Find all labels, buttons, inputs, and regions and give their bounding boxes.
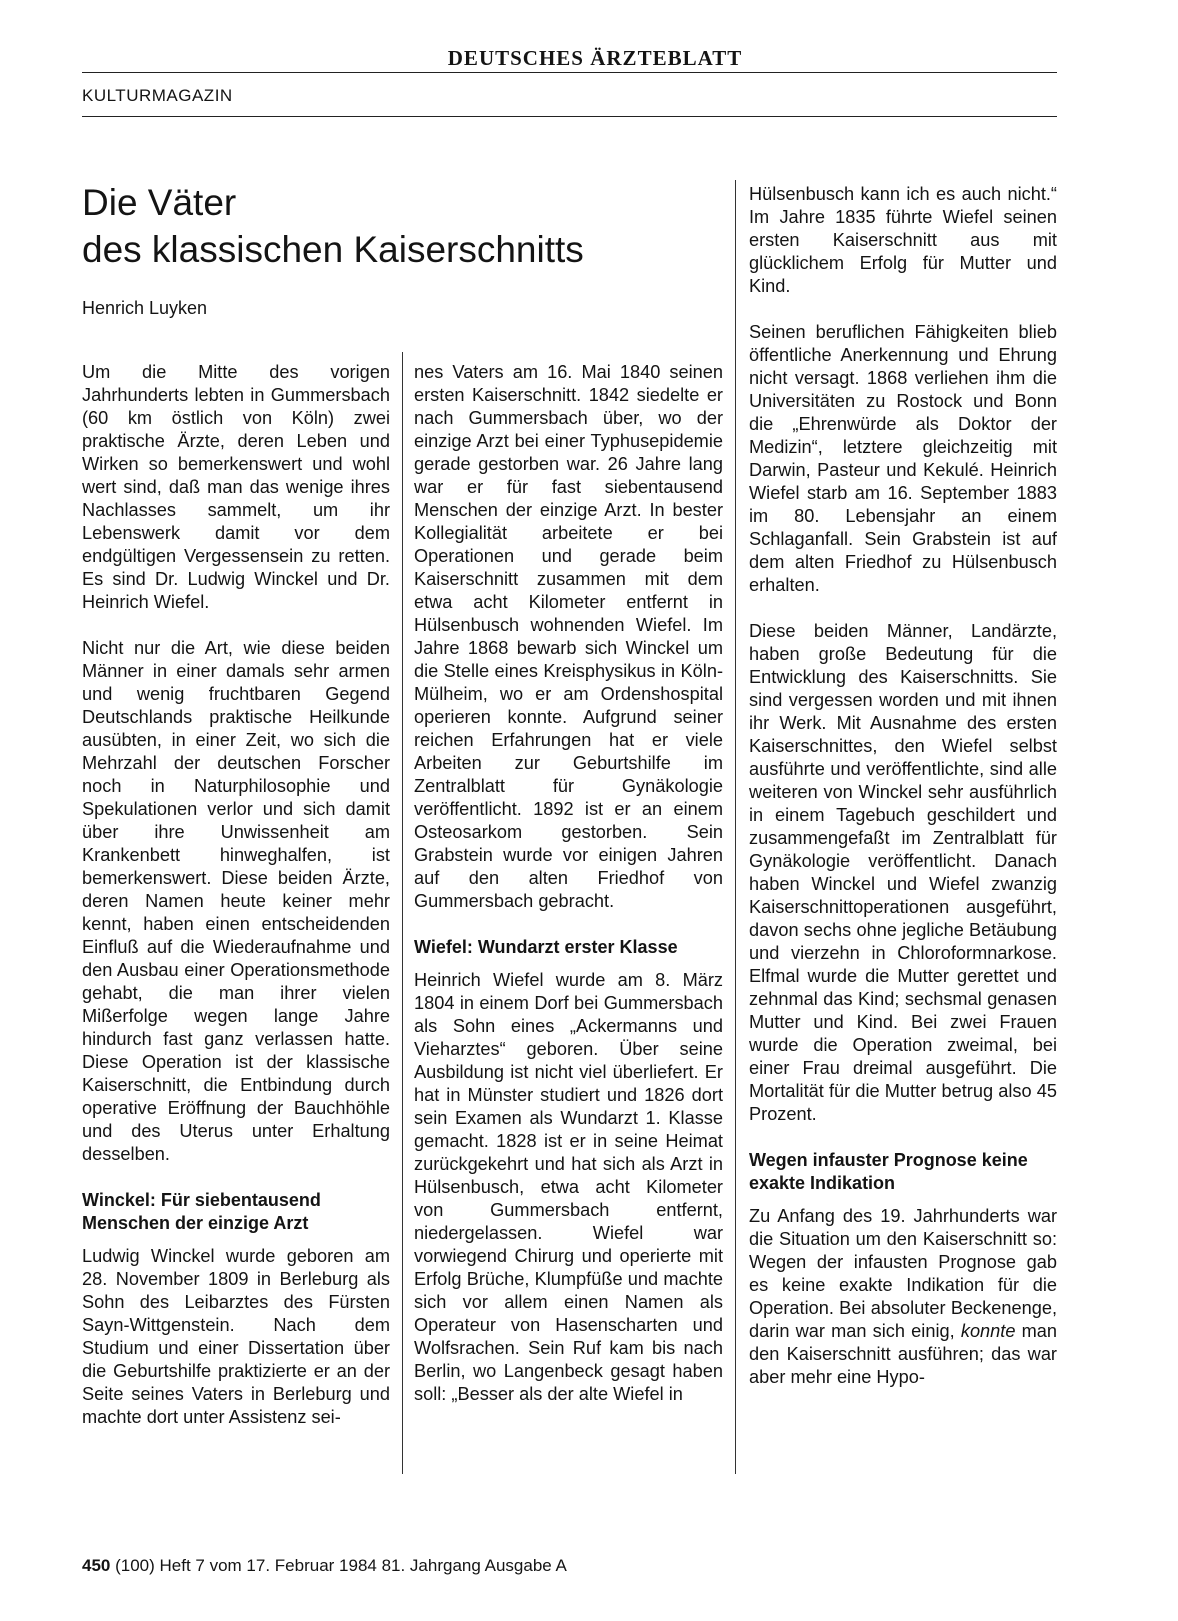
paragraph: Ludwig Winckel wurde geboren am 28. November 1809 in Berleburg als Sohn des Leibarztes des Fürsten Sayn-Wittgenstein. Nach dem Studium und einer Dissertation über die Geburtshilfe praktizierte er an der Seite seines Vaters in Berleburg und machte dort unter Assistenz sei- — [82, 1246, 390, 1427]
paragraph: nes Vaters am 16. Mai 1840 seinen ersten Kaiserschnitt. 1842 siedelte er nach Gummersbach über, wo der einzige Arzt bei einer Typhusepidemie gerade gestorben war. 26 Jahre lang war er für fast siebentausend Menschen der einzige Arzt. In bester Kollegialität arbeitete er bei Operationen und gerade beim Kaiserschnitt zusammen mit dem etwa acht Kilometer entfernt in Hülsenbusch wohnenden Wiefel. Im Jahre 1868 bewarb sich Winckel um die Stelle eines Kreisphysikus in Köln-Mülheim, wo er am Ordenshospital operieren konnte. Aufgrund seiner reichen Erfahrungen hat er viele Arbeiten zur Geburtshilfe im Zentralblatt für Gynäkologie veröffentlicht. 1892 ist er an einem Osteosarkom gestorben. Sein Grabstein wurde vor einigen Jahren auf den alten Friedhof von Gummersbach gebracht. — [414, 362, 723, 911]
subheading: Wegen infauster Prognose keine exakte Indikation — [749, 1150, 1028, 1193]
column-1 — [82, 361, 390, 1429]
paragraph: Nicht nur die Art, wie diese beiden Männer in einer damals sehr armen und wenig fruchtbaren Gegend Deutschlands praktische Heilkunde ausübten, in einer Zeit, wo sich die Mehrzahl der deutschen Forscher noch in Naturphilosophie und Spekulationen verlor und sich damit über ihre Unwissenheit am Krankenbett hinweghalfen, ist bemerkenswert. Diese beiden Ärzte, deren Namen heute keiner mehr kennt, haben einen entscheidenden Einfluß auf die Wiederaufnahme und den Ausbau einer Operationsmethode gehabt, die man ihrer vielen Mißerfolge wegen lange Jahre hindurch fast ganz verlassen hatte. Diese Operation ist der klassische Kaiserschnitt, die Entbindung durch operative Eröffnung der Bauchhöhle und des Uterus unter Erhaltung desselben. — [82, 638, 390, 1164]
paragraph: Um die Mitte des vorigen Jahrhunderts lebten in Gummersbach (60 km östlich von Köln) zwei praktische Ärzte, deren Leben und Wirken so bemerkenswert und wohl wert sind, daß man das wenige ihres Nachlasses sammelt, um ihr Lebenswerk damit vor dem endgültigen Vergessensein zu retten. Es sind Dr. Ludwig Winckel und Dr. Heinrich Wiefel. — [82, 362, 390, 612]
title-line-1: Die Väter — [82, 182, 237, 223]
page-footer — [82, 1556, 567, 1576]
subheading: Wiefel: Wundarzt erster Klasse — [414, 937, 678, 957]
text-run: man den Kaiserschnitt ausführen; das war aber mehr eine Hypo- — [749, 1321, 1058, 1387]
paragraph: Heinrich Wiefel wurde am 8. März 1804 in einem Dorf bei Gummersbach als Sohn eines „Ackermanns und Vieharztes“ geboren. Über seine Ausbildung ist nicht viel überliefert. Er hat in Münster studiert und 1826 dort sein Examen als Wundarzt 1. Klasse gemacht. 1828 ist er in seine Heimat zurückgekehrt und hat sich als Arzt in Hülsenbusch, etwa acht Kilometer von Gummersbach entfernt, niedergelassen. Wiefel war vorwiegend Chirurg und operierte mit Erfolg Brüche, Klumpfüße und machte sich vor allem einen Namen als Operateur von Hasenscharten und Wolfsrachen. Sein Ruf kam bis nach Berlin, wo Langenbeck gesagt haben soll: „Besser als der alte Wiefel in — [414, 970, 723, 1404]
column-divider — [402, 352, 403, 1474]
paragraph: Seinen beruflichen Fähigkeiten blieb öffentliche Anerkennung und Ehrung nicht versagt. 1868 verliehen ihm die Universitäten zu Rostock und Bonn die „Ehrenwürde als Doktor der Medizin“, letztere gleichzeitig mit Darwin, Pasteur und Kekulé. Heinrich Wiefel starb am 16. September 1883 im 80. Lebensjahr an einem Schlaganfall. Sein Grabstein ist auf dem alten Friedhof zu Hülsenbusch erhalten. — [749, 322, 1057, 595]
article-title — [82, 179, 722, 273]
emphasis: konnte — [960, 1321, 1016, 1341]
text-run: Zu Anfang des 19. Jahrhunderts war die Situation um den Kaiserschnitt so: Wegen der infausten Prognose gab es keine exakte Indikation für die Operation. Bei absoluter Beckenenge, darin war man sich einig, — [749, 1206, 1057, 1341]
masthead-rule — [82, 72, 1057, 73]
author: Henrich Luyken — [82, 298, 208, 318]
section-label: KULTURMAGAZIN — [82, 86, 233, 105]
column-divider — [735, 180, 736, 1474]
column-2 — [414, 361, 723, 1406]
page-number: 450 — [82, 1556, 111, 1575]
section-rule — [82, 116, 1057, 117]
issue-info: (100) Heft 7 vom 17. Februar 1984 81. Jahrgang Ausgabe A — [115, 1556, 567, 1575]
subheading: Winckel: Für siebentausend Menschen der einzige Arzt — [82, 1190, 321, 1233]
column-3 — [749, 183, 1057, 1389]
masthead: DEUTSCHES ÄRZTEBLATT — [447, 46, 743, 70]
title-line-2: des klassischen Kaiserschnitts — [82, 229, 584, 270]
paragraph — [749, 1205, 1057, 1389]
paragraph: Hülsenbusch kann ich es auch nicht.“ Im Jahre 1835 führte Wiefel seinen ersten Kaiserschnitt aus mit glücklichem Erfolg für Mutter und Kind. — [749, 184, 1057, 296]
paragraph: Diese beiden Männer, Landärzte, haben große Bedeutung für die Entwicklung des Kaiserschnitts. Sie sind vergessen worden und mit ihnen ihr Werk. Mit Ausnahme des ersten Kaiserschnittes, den Wiefel selbst ausführte und veröffentlichte, sind alle weiteren von Winckel sehr ausführlich in einem Tagebuch geschildert und zusammengefaßt im Zentralblatt für Gynäkologie veröffentlicht. Danach haben Winckel und Wiefel zwanzig Kaiserschnittoperationen ausgeführt, davon sechs ohne jegliche Betäubung und vierzehn in Chloroformnarkose. Elfmal wurde die Mutter gerettet und zehnmal das Kind; sechsmal genasen Mutter und Kind. Bei zwei Frauen wurde die Operation zweimal, bei einer Frau dreimal ausgeführt. Die Mortalität für die Mutter betrug also 45 Prozent. — [749, 621, 1057, 1124]
